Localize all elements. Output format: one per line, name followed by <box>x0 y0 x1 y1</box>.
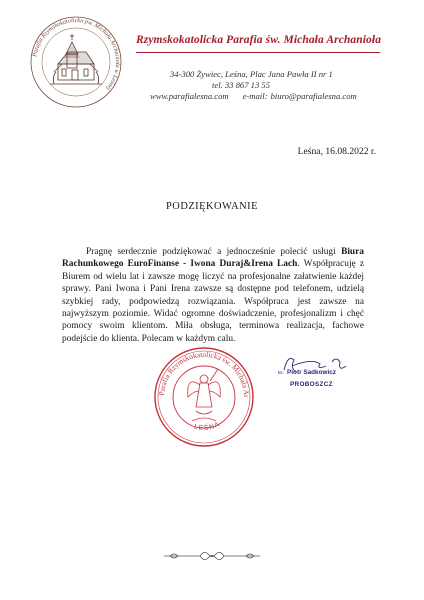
signatory-role: PROBOSZCZ <box>290 381 333 388</box>
signatory-name: Piotr Sadkowicz <box>287 369 337 376</box>
svg-text:LEŚNA <box>193 421 221 432</box>
signature-prefix: ks. <box>278 370 284 375</box>
handwritten-signature <box>262 352 392 382</box>
contact-line <box>150 91 357 101</box>
title-underline <box>136 52 380 53</box>
body-lead: Pragnę serdecznie podziękować a jednocześnie polecić usługi <box>86 247 342 257</box>
body-rest: . Współpracuję z Biurem od wielu lat i zawsze mogę liczyć na profesjonalne załatwienie każdej sprawy. Pani Iwona i Pani Irena zawsze są dostępne pod telefonem, udzielą szybkiej rady, podpowiedzą rozwiązania. Współpraca jest zawsze na najwyższym poziomie. Widać ogromne doświadczenie, profesjonalizm i chęć pomocy swoim klientom. Miła obsługa, terminowa realizacja, fachowe podejście do klienta. Polecam w każdym calu. <box>62 259 364 344</box>
parish-address: 34-300 Żywiec, Leśna, Plac Jana Pawła II nr 1 <box>170 69 333 79</box>
footer-ornament-icon <box>160 548 264 564</box>
company-name: Biura Rachunkowego EuroFinanse - Iwona Duraj&Irena Lach <box>62 247 364 270</box>
letter-heading: PODZIĘKOWANIE <box>166 201 258 212</box>
archangel-icon <box>188 369 221 421</box>
email-link[interactable]: e-mail: biuro@parafialesna.com <box>242 91 357 101</box>
parish-title: Rzymskokatolicka Parafia św. Michała Archanioła <box>136 34 382 46</box>
svg-text:Parafia Rzymskokatolicka św. M <box>152 345 251 398</box>
parish-phone: tel. 33 867 13 55 <box>212 80 271 90</box>
stamp-ring-text: Parafia Rzymskokatolicka św. Michała Ar <box>156 349 252 398</box>
church-seal-icon <box>28 14 124 110</box>
seal-ring-text: Parafia Rzymskokatolicka pw. Michała Archanioła w Leśnej <box>31 16 122 92</box>
parish-stamp <box>152 345 256 449</box>
letter-body <box>62 246 364 345</box>
letter-date: Leśna, 16.08.2022 r. <box>297 146 376 157</box>
stamp-bottom-text: LEŚNA <box>193 420 222 433</box>
website-link[interactable]: www.parafialesna.com <box>150 91 229 101</box>
